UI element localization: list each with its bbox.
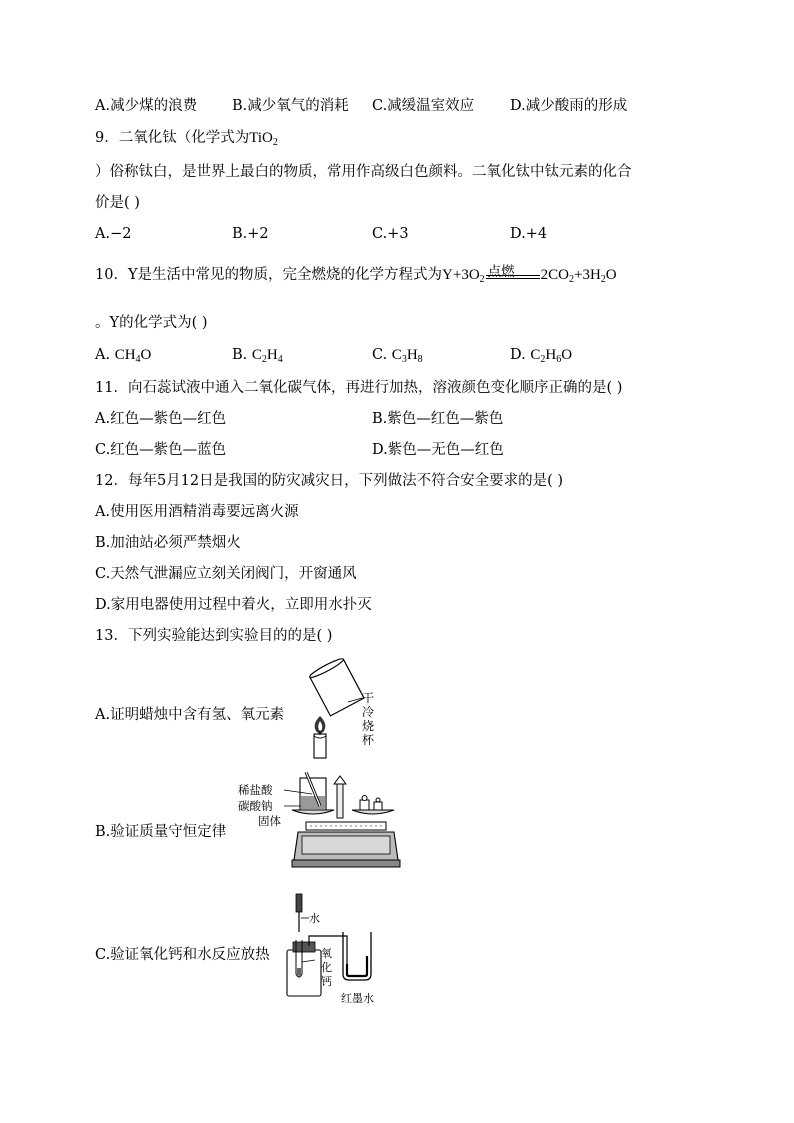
q9-option-d: D.+4	[510, 226, 548, 242]
fig-label-na2co3: 碳酸钠	[238, 799, 273, 813]
balance-figure	[236, 772, 406, 872]
q11-stem: 11．向石蕊试液中通入二氧化碳气体，再进行加热，溶液颜色变化顺序正确的是( )	[95, 380, 623, 396]
q9-option-b: B.+2	[232, 226, 269, 242]
q12-option-c: C.天然气泄漏应立刻关闭阀门，开窗通风	[95, 566, 357, 582]
q12-option-d: D.家用电器使用过程中着火，立即用水扑灭	[95, 597, 372, 613]
q12-option-b: B.加油站必须严禁烟火	[95, 535, 241, 551]
q9-stem-line3: 价是( )	[95, 195, 140, 211]
q9-formula: TiO$_2$	[249, 130, 278, 148]
fig-label-hcl: 稀盐酸	[238, 783, 273, 797]
q13-option-c: C.验证氧化钙和水反应放热	[95, 947, 270, 963]
q10-equation: $Y+3O_2$ 点燃 $2CO_2+3H_2O$	[442, 264, 617, 285]
fig-label-solid: 固体	[258, 814, 281, 828]
q10-stem-line2: 。Y的化学式为( )	[95, 315, 208, 331]
q8-option-c: C.减缓温室效应	[372, 98, 475, 114]
fig-label-red-ink: 红墨水	[341, 992, 374, 1005]
q10-stem-part1: 10．Y是生活中常见的物质，完全燃烧的化学方程式为	[95, 267, 443, 283]
q10-option-d: D. $C_2H_6O$	[510, 347, 573, 365]
cao-water-figure	[283, 892, 403, 1010]
q12-stem: 12．每年5月12日是我国的防灾减灾日，下列做法不符合安全要求的是( )	[95, 473, 564, 489]
q9-stem-part1: 9．二氧化钛（化学式为	[95, 130, 250, 146]
candle-beaker-figure	[298, 658, 388, 760]
q9-stem-line2: ）俗称钛白，是世界上最白的物质，常用作高级白色颜料。二氧化钛中钛元素的化合	[95, 164, 632, 180]
fig-label-hua: 化	[321, 961, 332, 974]
q10-stem-line1	[95, 265, 617, 290]
q9-option-c: C.+3	[372, 226, 409, 242]
q11-option-b: B.紫色—红色—紫色	[372, 411, 504, 427]
q8-option-b: B.减少氧气的消耗	[232, 98, 349, 114]
fig-label-gai: 钙	[321, 975, 332, 988]
fig-label-yang: 氧	[321, 947, 332, 960]
q11-option-c: C.红色—紫色—蓝色	[95, 442, 227, 458]
q13-stem: 13．下列实验能达到实验目的的是( )	[95, 628, 333, 644]
fig-label-bei: 杯	[362, 733, 375, 747]
q13-option-b: B.验证质量守恒定律	[95, 824, 227, 840]
q9-stem-line1	[95, 128, 278, 153]
q11-option-a: A.红色—紫色—红色	[95, 411, 227, 427]
q10-option-c: C. $C_3H_8$	[372, 347, 423, 365]
q8-option-d: D.减少酸雨的形成	[510, 98, 628, 114]
q8-option-a: A.减少煤的浪费	[95, 98, 198, 114]
q13-option-a: A.证明蜡烛中含有氢、氧元素	[95, 707, 285, 723]
q10-option-b: B. $C_2H_4$	[232, 347, 283, 365]
fig-label-gan: 干	[362, 691, 375, 705]
q12-option-a: A.使用医用酒精消毒要远离火源	[95, 504, 299, 520]
q10-option-a: A. $CH_4O$	[95, 347, 152, 365]
q11-option-d: D.紫色—无色—红色	[372, 442, 504, 458]
fig-label-shao: 烧	[362, 719, 375, 733]
fig-label-water: 水	[309, 912, 320, 925]
q9-option-a: A.−2	[95, 226, 132, 242]
fig-label-leng: 冷	[362, 705, 375, 719]
